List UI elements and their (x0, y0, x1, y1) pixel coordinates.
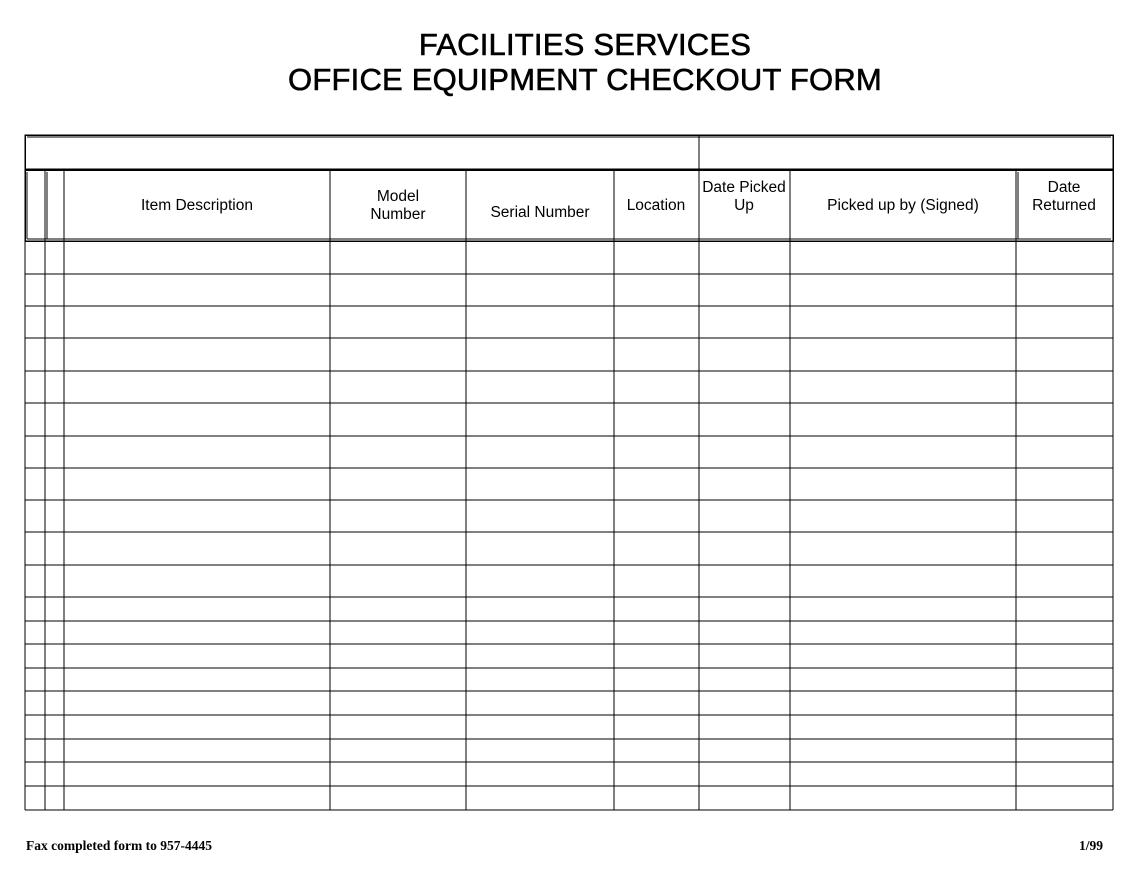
column-header-location: Location (626, 197, 686, 214)
column-header-model-number: Model Number (370, 188, 426, 223)
form-subtitle: OFFICE EQUIPMENT CHECKOUT FORM (288, 62, 882, 97)
column-header-picked-up-by: Picked up by (Signed) (827, 197, 979, 214)
column-header-serial-number: Serial Number (490, 204, 590, 221)
column-header-date-returned: Date Returned (1032, 179, 1096, 214)
column-header-date-picked-up: Date Picked Up (702, 179, 786, 214)
form-revision-code: 1/99 (1079, 838, 1104, 853)
form-title: FACILITIES SERVICES (418, 27, 752, 62)
fax-instruction: Fax completed form to 957-4445 (26, 838, 212, 853)
column-header-item-description: Item Description (141, 197, 253, 214)
header-info-bar (25, 135, 1113, 169)
